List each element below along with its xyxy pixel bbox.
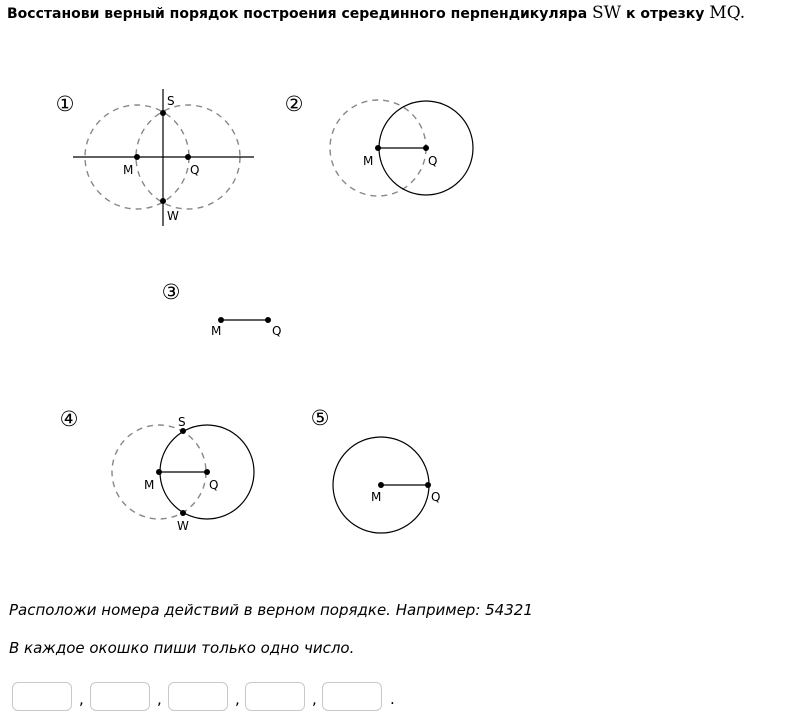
figure-2-label-q: Q: [428, 154, 438, 168]
figure-5-point-m: [378, 482, 384, 488]
figure-2-point-q: [423, 145, 429, 151]
figure-3-label-m: M: [211, 324, 222, 338]
figure-3-label-q: Q: [272, 324, 282, 338]
figure-3: [162, 280, 282, 338]
figure-1-label-m: M: [123, 163, 134, 177]
figure-5-label-q: Q: [431, 490, 441, 504]
figure-2-label-m: M: [363, 154, 374, 168]
figure-4-label-q: Q: [209, 478, 219, 492]
figure-5-number: ⑤: [310, 406, 330, 430]
figure-4: [60, 407, 254, 533]
task-title-text: Восстанови верный порядок построения серединного перпендикуляра: [7, 6, 588, 22]
figure-2-point-m: [375, 145, 381, 151]
answer-box-3[interactable]: [168, 682, 228, 711]
figure-1-label-q: Q: [190, 163, 200, 177]
answer-separator: ,: [157, 690, 162, 708]
figure-3-point-m: [218, 317, 224, 323]
segment-mq: MQ: [709, 3, 740, 23]
task-title-middle: к отрезку: [626, 6, 705, 22]
answer-box-1[interactable]: [12, 682, 72, 711]
task-title-end: .: [739, 3, 746, 23]
answer-separator: ,: [312, 690, 317, 708]
figure-1-number: ①: [55, 92, 75, 116]
answer-box-5[interactable]: [322, 682, 382, 711]
answer-separator: ,: [235, 690, 240, 708]
instruction-order: Расположи номера действий в верном порядке. Например: 54321: [9, 601, 533, 619]
figure-3-point-q: [265, 317, 271, 323]
figure-4-point-w: [180, 510, 186, 516]
figure-1-label-s: S: [167, 94, 175, 108]
answer-separator: ,: [79, 690, 84, 708]
instruction-one-number: В каждое окошко пиши только одно число.: [9, 639, 355, 657]
figure-4-label-m: M: [144, 478, 155, 492]
figure-4-label-w: W: [177, 519, 189, 533]
figure-4-point-q: [204, 469, 210, 475]
figure-1: [56, 89, 254, 226]
figure-1-point-w: [160, 198, 166, 204]
figure-4-number: ④: [59, 407, 79, 431]
figure-4-label-s: S: [178, 415, 186, 429]
figure-5-point-q: [425, 482, 431, 488]
figure-4-point-m: [156, 469, 162, 475]
figure-1-label-w: W: [167, 209, 179, 223]
answer-box-4[interactable]: [245, 682, 305, 711]
figure-5: [311, 406, 441, 533]
answer-box-2[interactable]: [90, 682, 150, 711]
figure-1-point-m: [134, 154, 140, 160]
figure-2: [285, 92, 473, 196]
figure-2-number: ②: [284, 92, 304, 116]
figure-3-number: ③: [161, 280, 181, 304]
figure-5-label-m: M: [371, 490, 382, 504]
segment-sw: SW: [592, 3, 622, 23]
figure-1-point-q: [185, 154, 191, 160]
answer-terminator: .: [390, 690, 395, 708]
figure-1-point-s: [160, 110, 166, 116]
